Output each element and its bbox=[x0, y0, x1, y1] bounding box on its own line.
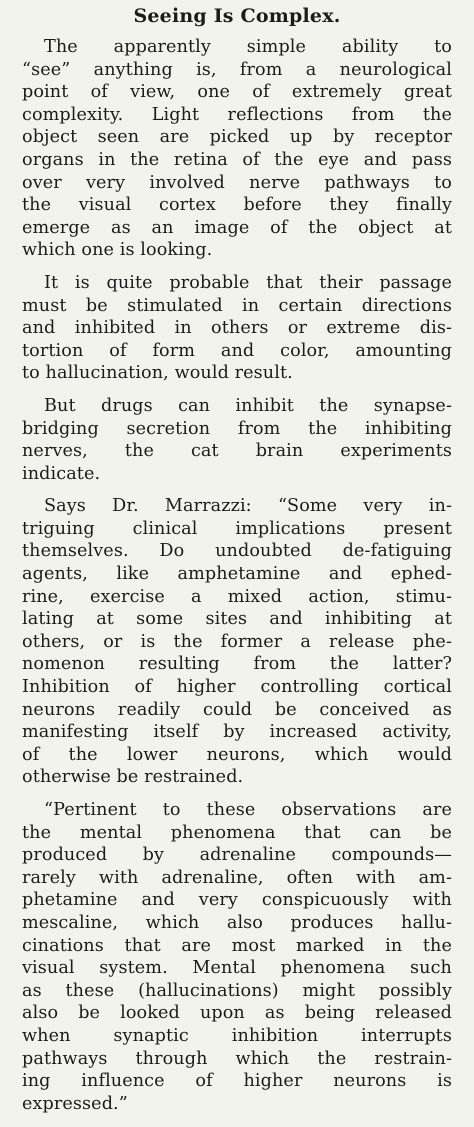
text-line: produced by adrenaline compounds— bbox=[22, 845, 452, 866]
article-paragraph bbox=[22, 272, 452, 385]
text-line: rine, exercise a mixed action, stimu- bbox=[22, 586, 452, 607]
text-line: ing influence of higher neurons is bbox=[22, 1071, 452, 1092]
text-line: The apparently simple ability to bbox=[44, 37, 452, 57]
text-line: over very involved nerve pathways to bbox=[22, 172, 452, 193]
text-line: phetamine and very conspicuously with bbox=[22, 890, 452, 911]
text-line: of the lower neurons, which would bbox=[22, 744, 452, 765]
text-line: others, or is the former a release phe- bbox=[22, 631, 452, 652]
text-line: complexity. Light reflections from the bbox=[22, 104, 452, 125]
text-line: nomenon resulting from the latter? bbox=[22, 654, 452, 675]
text-line: expressed.” bbox=[22, 1093, 128, 1114]
text-line: when synaptic inhibition interrupts bbox=[22, 1025, 452, 1046]
text-line: rarely with adrenaline, often with am- bbox=[22, 867, 452, 888]
text-line: the visual cortex before they finally bbox=[22, 195, 452, 216]
text-line: “see” anything is, from a neurological bbox=[22, 59, 452, 80]
text-line: which one is looking. bbox=[22, 240, 213, 261]
article-paragraph bbox=[22, 36, 452, 262]
text-line: organs in the retina of the eye and pass bbox=[22, 149, 452, 170]
text-line: object seen are picked up by receptor bbox=[22, 127, 452, 148]
text-line: Says Dr. Marrazzi: “Some very in- bbox=[44, 496, 452, 517]
text-line: tortion of form and color, amounting bbox=[22, 340, 452, 361]
article-heading: Seeing Is Complex. bbox=[133, 5, 341, 27]
text-line: and inhibited in others or extreme dis- bbox=[22, 318, 452, 339]
text-line: point of view, one of extremely great bbox=[22, 82, 452, 103]
text-line: Inhibition of higher controlling cortical bbox=[22, 677, 452, 698]
text-line: otherwise be restrained. bbox=[22, 767, 244, 788]
text-line: must be stimulated in certain directions bbox=[22, 295, 452, 316]
text-line: as these (hallucinations) might possibly bbox=[22, 980, 452, 1001]
text-line: emerge as an image of the object at bbox=[22, 217, 452, 238]
article-paragraph bbox=[22, 495, 452, 789]
text-line: agents, like amphetamine and ephed- bbox=[22, 564, 452, 585]
text-line: But drugs can inhibit the synapse- bbox=[44, 395, 452, 416]
text-line: cinations that are most marked in the bbox=[22, 935, 452, 956]
text-line: bridging secretion from the inhibiting bbox=[22, 418, 452, 439]
article-paragraph bbox=[22, 395, 452, 485]
text-line: to hallucination, would result. bbox=[22, 363, 293, 384]
article-body bbox=[22, 36, 452, 1115]
text-line: pathways through which the restrain- bbox=[22, 1048, 452, 1069]
text-line: nerves, the cat brain experiments bbox=[22, 441, 452, 462]
text-line: It is quite probable that their passage bbox=[44, 272, 452, 293]
text-line: themselves. Do undoubted de-fatiguing bbox=[22, 541, 452, 562]
text-line: lating at some sites and inhibiting at bbox=[22, 609, 452, 630]
text-line: indicate. bbox=[22, 463, 101, 484]
text-line: “Pertinent to these observations are bbox=[44, 800, 452, 820]
text-line: triguing clinical implications present bbox=[22, 518, 452, 539]
text-line: also be looked upon as being released bbox=[22, 1003, 452, 1024]
article-paragraph bbox=[22, 799, 452, 1115]
text-line: visual system. Mental phenomena such bbox=[22, 958, 452, 979]
text-line: manifesting itself by increased activity, bbox=[22, 722, 452, 743]
text-line: mescaline, which also produces hallu- bbox=[22, 912, 452, 933]
text-line: the mental phenomena that can be bbox=[22, 822, 452, 843]
text-line: neurons readily could be conceived as bbox=[22, 699, 452, 720]
